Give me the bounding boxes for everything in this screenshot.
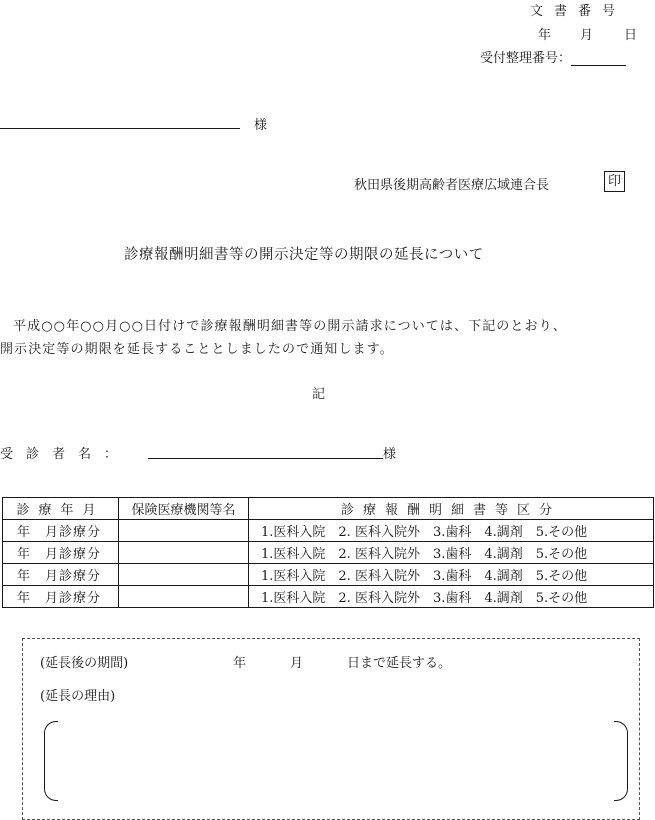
extension-reason-label: (延長の理由) <box>40 689 116 704</box>
kind-other: 5.その他 <box>535 547 588 562</box>
table-row <box>3 542 654 564</box>
kind-other: 5.その他 <box>535 569 588 584</box>
kind-medical-outpatient: 2. 医科入院外 <box>338 525 420 540</box>
date-month: 月 <box>580 28 594 43</box>
header-institution: 保険医療機関等名 <box>119 498 249 520</box>
row-month: 年 月診療分 <box>3 520 119 542</box>
kind-pharmacy: 4.調剤 <box>484 569 523 584</box>
table-row <box>3 520 654 542</box>
row-institution <box>119 542 249 564</box>
kind-dental: 3.歯科 <box>432 547 472 562</box>
receipt-number-line <box>571 53 626 66</box>
receipt-number <box>480 47 626 66</box>
kind-medical-outpatient: 2. 医科入院外 <box>338 547 420 562</box>
kind-medical-outpatient: 2. 医科入院外 <box>338 591 420 606</box>
header-treatment-month: 診療年月 <box>3 498 119 520</box>
receipt-number-label: 受付整理番号： <box>480 51 572 66</box>
date-year: 年 <box>538 28 552 43</box>
document-number-label: 文書番号 <box>530 4 627 19</box>
addressee-line <box>0 128 240 129</box>
row-statement-types <box>249 586 654 608</box>
kind-medical-inpatient: 1.医科入院 <box>261 547 326 562</box>
notice-body-line-2: 開示決定等の期限を延長することとしましたので通知します。 <box>0 342 394 357</box>
kind-dental: 3.歯科 <box>432 591 472 606</box>
document-title: 診療報酬明細書等の開示決定等の期限の延長について <box>124 247 484 263</box>
row-institution <box>119 564 249 586</box>
row-statement-types <box>249 564 654 586</box>
kind-pharmacy: 4.調剤 <box>484 591 523 606</box>
ki-heading: 記 <box>312 387 326 402</box>
patient-name-suffix: 様 <box>383 447 397 462</box>
kind-dental: 3.歯科 <box>432 525 472 540</box>
notice-body <box>0 315 655 361</box>
extension-day-text: 日まで延長する。 <box>347 656 452 671</box>
patient-name-label: 受診者名： <box>0 447 131 462</box>
seal-mark: 印 <box>604 171 625 192</box>
addressee-suffix: 様 <box>254 118 268 133</box>
table-row <box>3 586 654 608</box>
kind-medical-outpatient: 2. 医科入院外 <box>338 569 420 584</box>
row-month: 年 月診療分 <box>3 586 119 608</box>
row-month: 年 月診療分 <box>3 542 119 564</box>
reason-bracket-right <box>614 721 628 801</box>
kind-medical-inpatient: 1.医科入院 <box>261 569 326 584</box>
kind-other: 5.その他 <box>535 525 588 540</box>
table-row <box>3 564 654 586</box>
kind-other: 5.その他 <box>535 591 588 606</box>
row-month: 年 月診療分 <box>3 564 119 586</box>
notice-body-line-1: 平成○○年○○月○○日付けで診療報酬明細書等の開示請求については、下記のとおり、 <box>13 319 567 334</box>
row-institution <box>119 586 249 608</box>
kind-medical-inpatient: 1.医科入院 <box>261 591 326 606</box>
kind-pharmacy: 4.調剤 <box>484 547 523 562</box>
row-statement-types <box>249 542 654 564</box>
kind-dental: 3.歯科 <box>432 569 472 584</box>
patient-name-line <box>148 458 383 459</box>
kind-pharmacy: 4.調剤 <box>484 525 523 540</box>
claims-table <box>2 497 654 608</box>
kind-medical-inpatient: 1.医科入院 <box>261 525 326 540</box>
reason-bracket-left <box>44 721 58 801</box>
row-institution <box>119 520 249 542</box>
sender-name: 秋田県後期高齢者医療広域連合長 <box>354 178 550 193</box>
extension-period-label: (延長後の期間) <box>40 656 129 671</box>
extension-month: 月 <box>290 656 304 671</box>
extension-year: 年 <box>233 656 247 671</box>
row-statement-types <box>249 520 654 542</box>
date-day: 日 <box>624 28 638 43</box>
header-statement-type: 診療報酬明細書等区分 <box>249 498 654 520</box>
table-header-row <box>3 498 654 520</box>
